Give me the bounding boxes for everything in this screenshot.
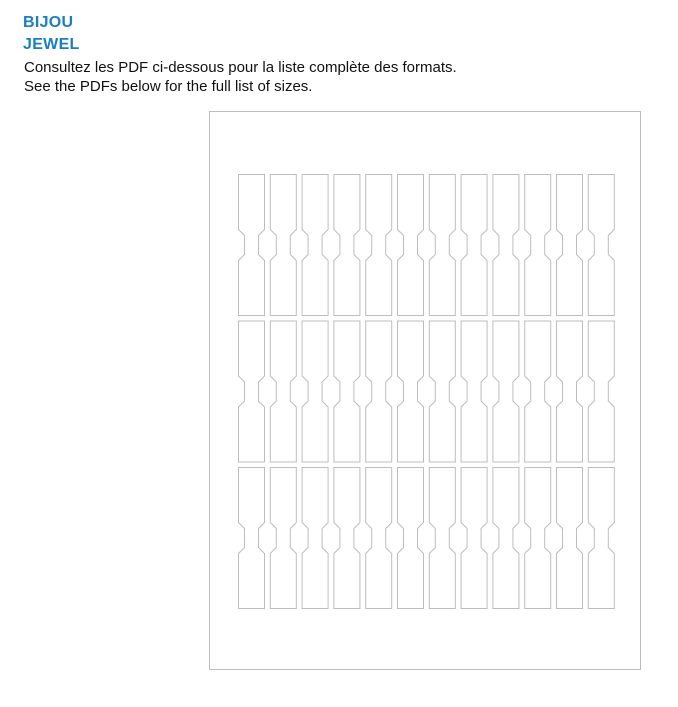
jewel-label-outline (239, 468, 265, 609)
jewel-label-outline (557, 468, 583, 609)
jewel-label-outline (270, 468, 296, 609)
jewel-label-outline (334, 175, 360, 316)
jewel-label-outline (398, 468, 424, 609)
category-title-en: JEWEL (23, 36, 80, 53)
jewel-label-outline (398, 175, 424, 316)
jewel-label-outline (239, 321, 265, 462)
jewel-label-outline (493, 321, 519, 462)
description-en: See the PDFs below for the full list of sizes. (24, 78, 313, 95)
jewel-label-outline (557, 175, 583, 316)
jewel-label-outline (461, 468, 487, 609)
category-title-fr: BIJOU (23, 14, 74, 31)
jewel-label-outline (334, 468, 360, 609)
jewel-label-outline (588, 175, 614, 316)
jewel-label-outline (302, 175, 328, 316)
jewel-label-outline (525, 175, 551, 316)
jewel-label-outline (302, 321, 328, 462)
jewel-label-outline (525, 468, 551, 609)
jewel-label-outline (493, 468, 519, 609)
jewel-label-outline (461, 175, 487, 316)
jewel-label-outline (334, 321, 360, 462)
jewel-label-outline (366, 175, 392, 316)
jewel-label-outline (366, 321, 392, 462)
jewel-label-outline (557, 321, 583, 462)
jewel-label-outline (270, 321, 296, 462)
jewel-label-outline (302, 468, 328, 609)
jewel-label-outline (270, 175, 296, 316)
label-sheet-template (209, 111, 641, 670)
description-fr: Consultez les PDF ci-dessous pour la liste complète des formats. (24, 59, 457, 76)
jewel-label-outline (461, 321, 487, 462)
jewel-label-outline (429, 321, 455, 462)
jewel-label-outline (239, 175, 265, 316)
jewel-label-outline (429, 175, 455, 316)
label-grid (210, 112, 642, 671)
jewel-label-outline (588, 468, 614, 609)
jewel-label-outline (366, 468, 392, 609)
jewel-label-outline (588, 321, 614, 462)
jewel-label-outline (429, 468, 455, 609)
jewel-label-outline (525, 321, 551, 462)
jewel-label-outline (398, 321, 424, 462)
jewel-label-outline (493, 175, 519, 316)
